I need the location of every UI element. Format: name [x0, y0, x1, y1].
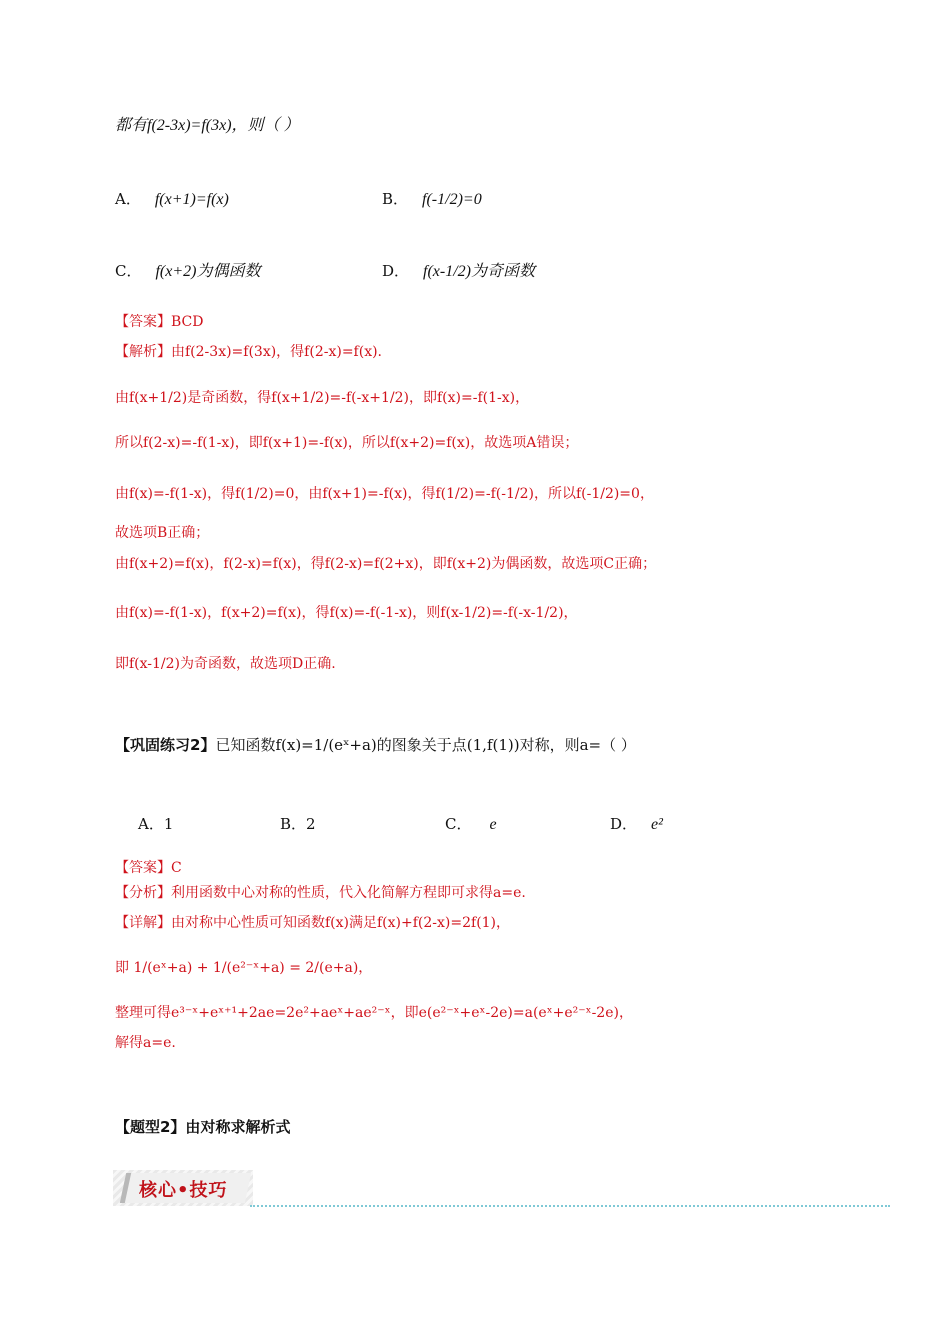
practice-detail-line: 整理可得e³⁻ˣ+eˣ⁺¹+2ae=2e²+aeˣ+ae²⁻ˣ，即e(e²⁻ˣ+eˣ-2e)=a(eˣ+e²⁻ˣ-2e)， — [115, 1005, 633, 1021]
practice-question: 【巩固练习2】已知函数f(x)=1/(eˣ+a)的图象关于点(1,f(1))对称，则a=（ ） — [115, 736, 636, 754]
practice-answer: 【答案】C — [115, 860, 182, 876]
core-skill-banner — [113, 1170, 253, 1206]
answer: 【答案】BCD — [115, 314, 204, 330]
option-b: B． f(-1/2)=0 — [382, 190, 482, 208]
practice-detail-line: 解得a=e. — [115, 1035, 176, 1051]
analysis-line: 由f(x+1/2)是奇函数，得f(x+1/2)=-f(-x+1/2)，即f(x)=-f(1-x)， — [115, 390, 530, 406]
practice-option-a: A．1 — [138, 815, 174, 833]
option-a: A． f(x+1)=f(x) — [115, 190, 229, 208]
analysis-line: 即f(x-1/2)为奇函数，故选项D正确. — [115, 656, 336, 672]
divider — [250, 1205, 890, 1207]
analysis-line: 由f(x)=-f(1-x)，f(x+2)=f(x)，得f(x)=-f(-1-x)，则f(x-1/2)=-f(-x-1/2)， — [115, 605, 578, 621]
practice-option-c: C． e — [445, 815, 497, 833]
option-c: C． f(x+2)为偶函数 — [115, 262, 261, 280]
banner-label: 核心•技巧 — [139, 1180, 228, 1201]
analysis-line: 由f(x)=-f(1-x)，得f(1/2)=0，由f(x+1)=-f(x)，得f(1/2)=-f(-1/2)，所以f(-1/2)=0， — [115, 486, 654, 502]
analysis-line: 故选项B正确； — [115, 525, 210, 541]
practice-option-d: D． e² — [610, 815, 663, 833]
practice-analysis: 【分析】利用函数中心对称的性质，代入化简解方程即可求得a=e. — [115, 885, 526, 901]
section-title: 【题型2】由对称求解析式 — [115, 1118, 291, 1136]
option-d: D． f(x-1/2)为奇函数 — [382, 262, 536, 280]
practice-option-b: B．2 — [280, 815, 316, 833]
question-stem: 都有f(2-3x)=f(3x)，则（ ） — [115, 117, 300, 134]
analysis-line: 所以f(2-x)=-f(1-x)，即f(x+1)=-f(x)，所以f(x+2)=f(x)，故选项A错误； — [115, 435, 579, 451]
practice-detail-line: 【详解】由对称中心性质可知函数f(x)满足f(x)+f(2-x)=2f(1)， — [115, 915, 511, 931]
practice-detail-line: 即 1/(eˣ+a) + 1/(e²⁻ˣ+a) = 2/(e+a)， — [115, 960, 373, 976]
analysis-line: 由f(x+2)=f(x)，f(2-x)=f(x)，得f(2-x)=f(2+x)，即f(x+2)为偶函数，故选项C正确； — [115, 556, 657, 572]
analysis-line: 【解析】由f(2-3x)=f(3x)，得f(2-x)=f(x). — [115, 344, 383, 360]
